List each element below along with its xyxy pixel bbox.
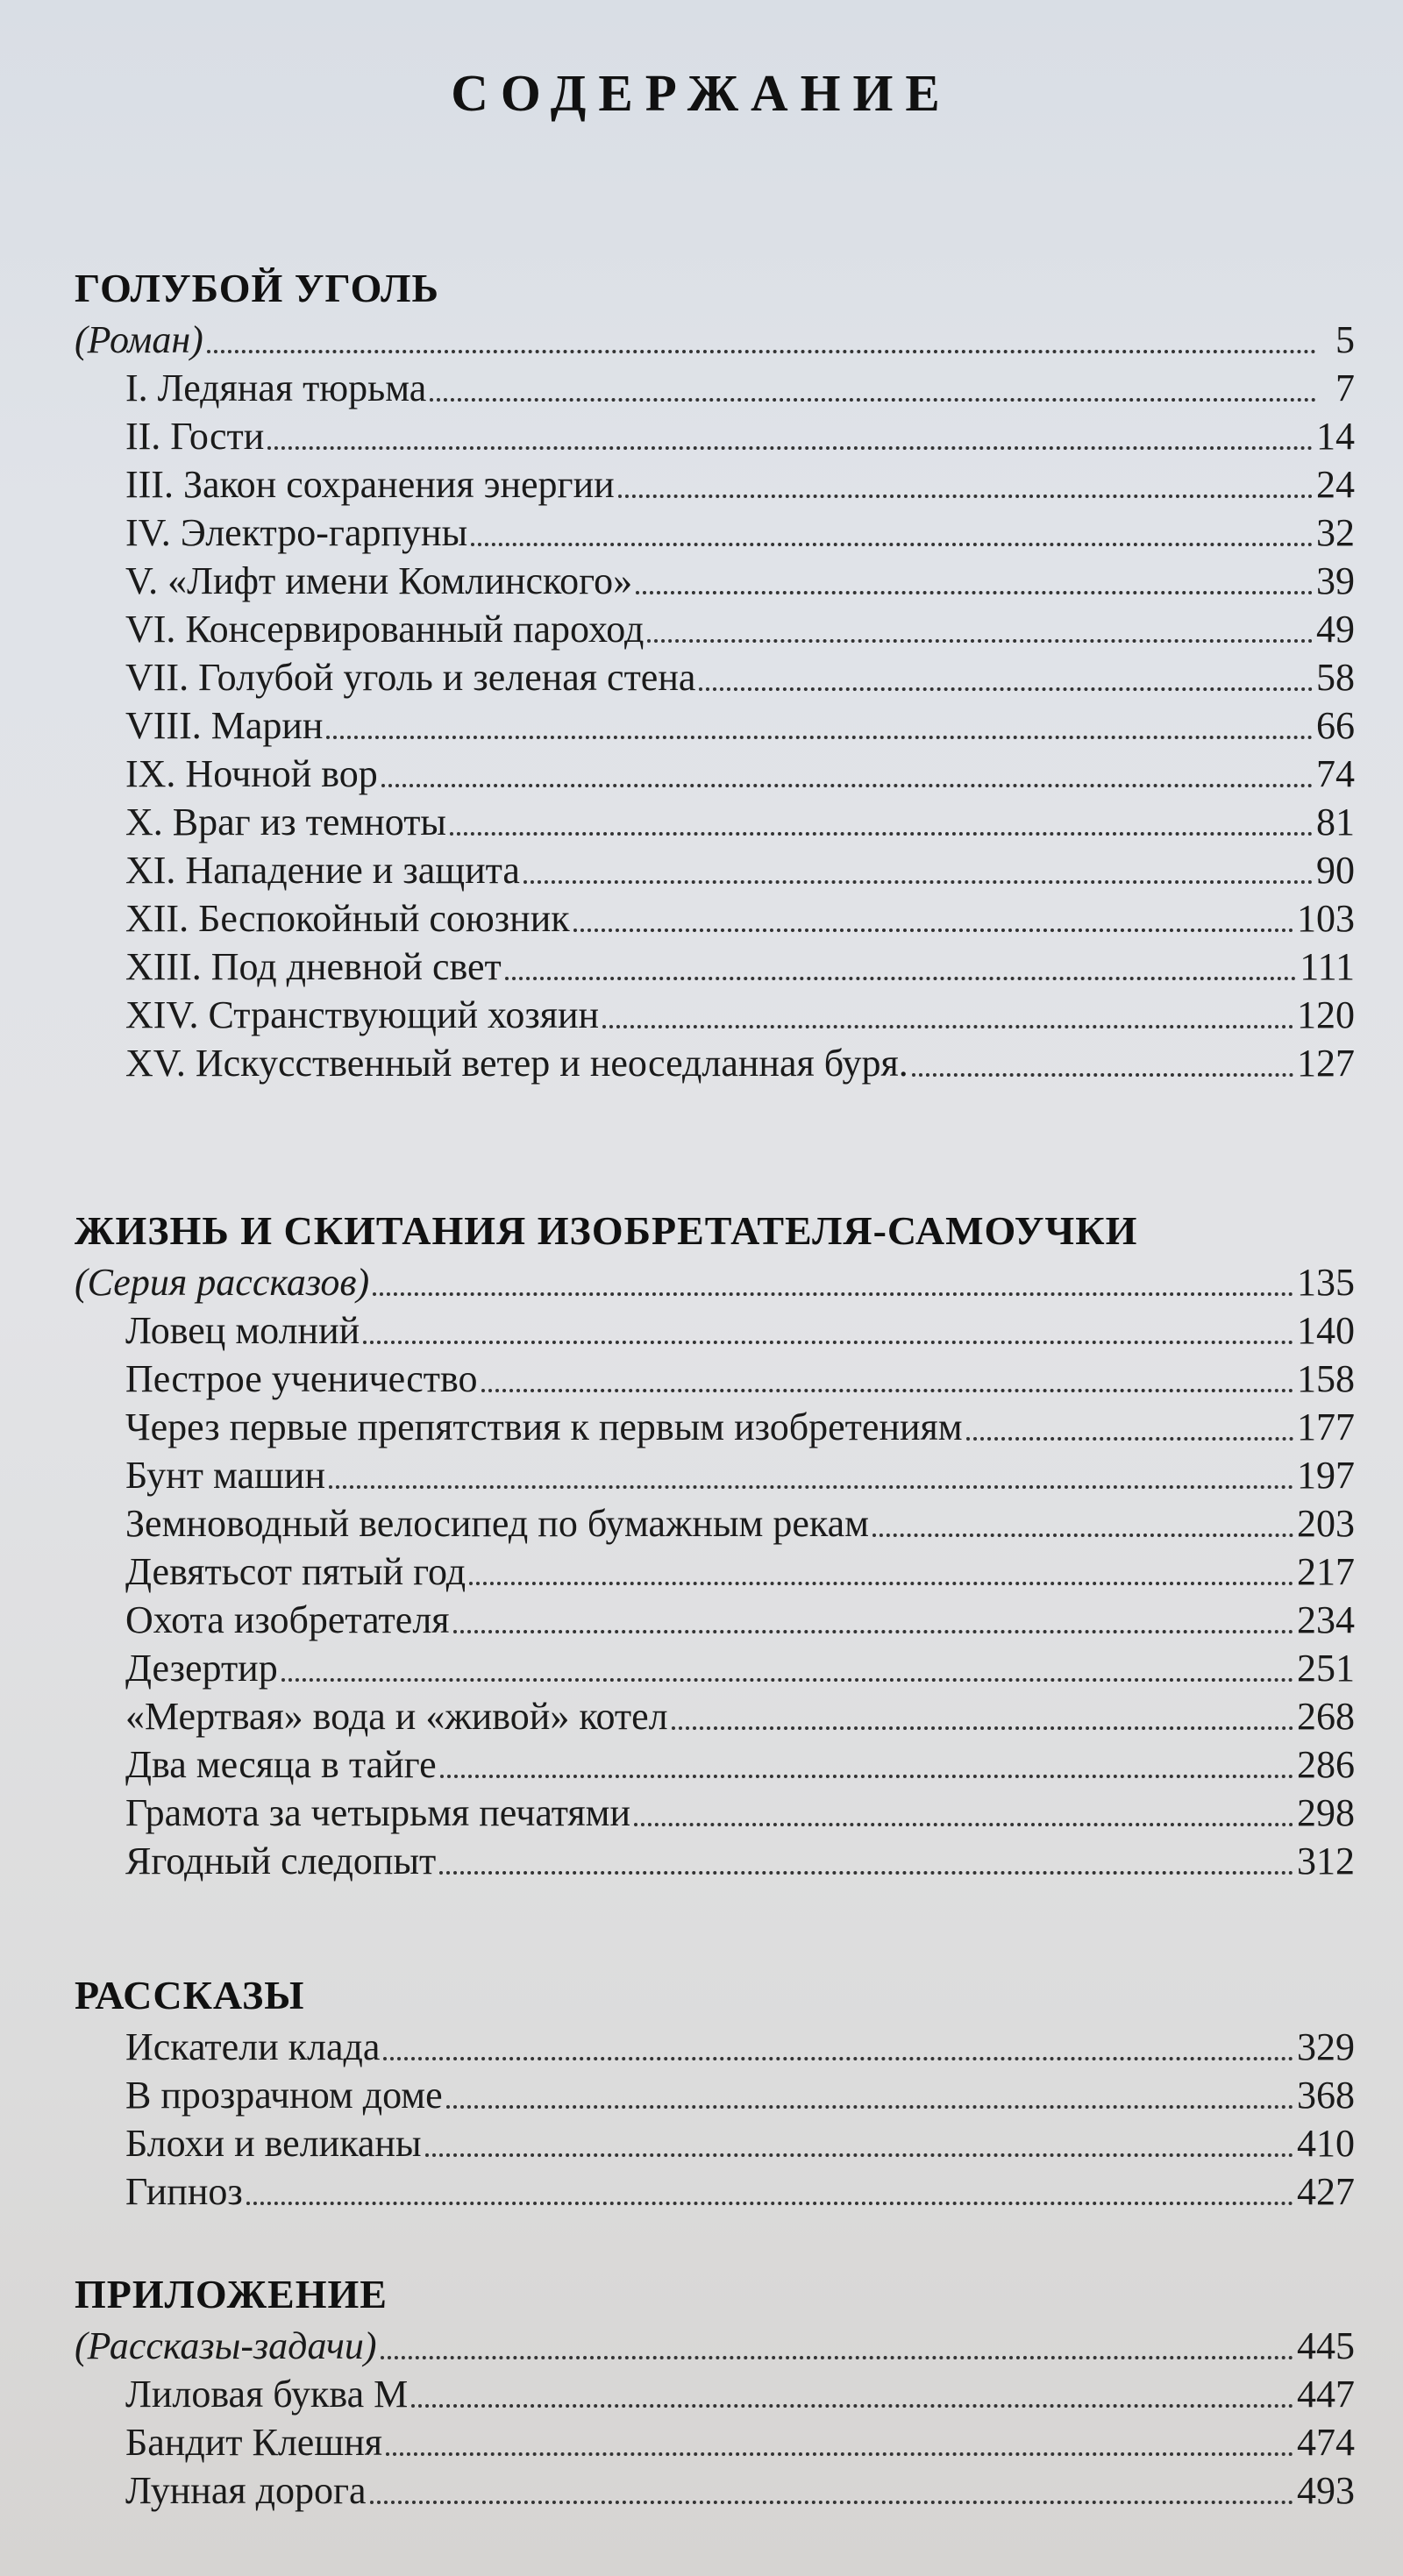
toc-entry-label: XV. Искусственный ветер и неоседланная буря.	[125, 1042, 908, 1085]
page-number: 32	[1316, 511, 1355, 554]
dot-leader	[602, 1025, 1293, 1028]
dot-leader	[440, 1775, 1293, 1778]
page-number: 66	[1316, 704, 1355, 747]
toc-entry-label: IV. Электро-гарпуны	[125, 511, 468, 554]
page-number: 5	[1335, 318, 1355, 361]
toc-entry[interactable]	[75, 1355, 1355, 1403]
page-number: 268	[1297, 1695, 1355, 1738]
dot-leader	[267, 446, 1313, 450]
toc-entry-label: Два месяца в тайге	[125, 1743, 437, 1786]
toc-entry-label: VIII. Марин	[125, 704, 324, 747]
section-appendix	[75, 2267, 1355, 2515]
dot-leader	[636, 591, 1313, 594]
section-heading: ЖИЗНЬ И СКИТАНИЯ ИЗОБРЕТАТЕЛЯ-САМОУЧКИ	[75, 1208, 1138, 1253]
toc-entry-label: Лиловая буква М	[125, 2373, 409, 2416]
page-number: 111	[1300, 945, 1355, 988]
toc-entry[interactable]	[75, 2167, 1355, 2216]
page-number: 427	[1297, 2170, 1355, 2213]
page-number: 447	[1297, 2373, 1355, 2416]
page-number: 135	[1297, 1261, 1355, 1304]
toc-subtitle-row[interactable]	[75, 316, 1355, 364]
toc-entry-label: XIV. Странствующий хозяин	[125, 993, 600, 1036]
page-number: 7	[1335, 366, 1355, 409]
toc-entry[interactable]	[75, 894, 1355, 943]
dot-leader	[430, 398, 1316, 402]
toc-subtitle-label: (Серия рассказов)	[75, 1261, 370, 1304]
toc-entry-label: Через первые препятствия к первым изобретениям	[125, 1405, 963, 1448]
toc-entry-label: Охота изобретателя	[125, 1598, 450, 1641]
toc-entry[interactable]	[75, 1789, 1355, 1837]
toc-entry[interactable]	[75, 605, 1355, 653]
dot-leader	[634, 1823, 1293, 1826]
toc-entry[interactable]	[75, 509, 1355, 557]
toc-entry[interactable]	[75, 701, 1355, 750]
page-number: 312	[1297, 1839, 1355, 1882]
toc-entry-label: II. Гости	[125, 415, 265, 458]
dot-leader	[450, 832, 1313, 836]
page-number: 140	[1297, 1309, 1355, 1352]
toc-entry[interactable]	[75, 846, 1355, 894]
page-number: 14	[1316, 415, 1355, 458]
toc-entry-label: Дезертир	[125, 1647, 278, 1690]
page-number: 197	[1297, 1454, 1355, 1497]
toc-entry[interactable]	[75, 1403, 1355, 1451]
page-number: 127	[1297, 1042, 1355, 1085]
toc-entry-label: Грамота за четырьмя печатями	[125, 1791, 631, 1834]
page-number: 74	[1316, 752, 1355, 795]
toc-entry[interactable]	[75, 750, 1355, 798]
toc-entry-label: Девятьсот пятый год	[125, 1550, 466, 1593]
dot-leader	[281, 1678, 1293, 1682]
page-number: 368	[1297, 2074, 1355, 2117]
toc-entry-label: XI. Нападение и защита	[125, 849, 520, 892]
dot-leader	[246, 2202, 1293, 2205]
toc-entry[interactable]	[75, 1596, 1355, 1644]
dot-leader	[326, 736, 1313, 739]
toc-subtitle-label: (Роман)	[75, 318, 203, 361]
toc-entry[interactable]	[75, 1692, 1355, 1740]
toc-entry-label: Блохи и великаны	[125, 2122, 422, 2165]
dot-leader	[573, 929, 1293, 932]
dot-leader	[363, 1341, 1293, 1344]
toc-entry[interactable]	[75, 2023, 1355, 2071]
toc-entry-label: XIII. Под дневной свет	[125, 945, 502, 988]
dot-leader	[672, 1726, 1293, 1730]
toc-entry[interactable]	[75, 798, 1355, 846]
page-number: 49	[1316, 608, 1355, 651]
toc-entry[interactable]	[75, 1548, 1355, 1596]
page-number: 298	[1297, 1791, 1355, 1834]
toc-entry-label: XII. Беспокойный союзник	[125, 897, 570, 940]
page-number: 90	[1316, 849, 1355, 892]
toc-entry-label: Лунная дорога	[125, 2469, 367, 2512]
dot-leader	[383, 2057, 1293, 2060]
toc-entry[interactable]	[75, 1740, 1355, 1789]
dot-leader	[207, 350, 1316, 353]
toc-entry-label: V. «Лифт имени Комлинского»	[125, 559, 633, 602]
page-number: 39	[1316, 559, 1355, 602]
page-number: 177	[1297, 1405, 1355, 1448]
page-number: 58	[1316, 656, 1355, 699]
toc-entry-label: Бунт машин	[125, 1454, 325, 1497]
dot-leader	[523, 880, 1313, 884]
toc-entry[interactable]	[75, 1306, 1355, 1355]
toc-entry-label: IX. Ночной вор	[125, 752, 378, 795]
toc-entry-label: Пестрое ученичество	[125, 1357, 478, 1400]
dot-leader	[647, 639, 1313, 643]
toc-subtitle-row[interactable]	[75, 1258, 1355, 1306]
toc-entry[interactable]	[75, 2466, 1355, 2515]
toc-entry[interactable]	[75, 460, 1355, 509]
toc-entry-label: I. Ледяная тюрьма	[125, 366, 427, 409]
page-number: 474	[1297, 2421, 1355, 2464]
page-number: 24	[1316, 463, 1355, 506]
page-number: 217	[1297, 1550, 1355, 1593]
page-number: 251	[1297, 1647, 1355, 1690]
dot-leader	[425, 2153, 1293, 2157]
toc-entry[interactable]	[75, 653, 1355, 701]
page-number: 103	[1297, 897, 1355, 940]
toc-entry[interactable]	[75, 1451, 1355, 1499]
toc-entry-label: Гипноз	[125, 2170, 243, 2213]
page-number: 329	[1297, 2025, 1355, 2068]
toc-entry-label: X. Враг из темноты	[125, 801, 446, 843]
toc-subtitle-label: (Рассказы-задачи)	[75, 2324, 377, 2367]
dot-leader	[912, 1073, 1293, 1077]
page-number: 120	[1297, 993, 1355, 1036]
dot-leader	[370, 2501, 1293, 2504]
toc-entry-label: В прозрачном доме	[125, 2074, 443, 2117]
dot-leader	[381, 2356, 1293, 2359]
toc-entry-label: Ловец молний	[125, 1309, 360, 1352]
toc-entry[interactable]	[75, 557, 1355, 605]
section-blue-coal	[75, 261, 1355, 1087]
dot-leader	[411, 2404, 1293, 2408]
dot-leader	[481, 1389, 1294, 1392]
toc-entry-label: Искатели клада	[125, 2025, 381, 2068]
dot-leader	[446, 2105, 1293, 2109]
dot-leader	[471, 543, 1313, 546]
section-heading: РАССКАЗЫ	[75, 1973, 305, 2017]
toc-entry[interactable]	[75, 1837, 1355, 1885]
dot-leader	[381, 784, 1313, 787]
toc-entry[interactable]	[75, 412, 1355, 460]
dot-leader	[453, 1630, 1293, 1633]
toc-entry[interactable]	[75, 2370, 1355, 2418]
toc-entry[interactable]	[75, 364, 1355, 412]
page-number: 445	[1297, 2324, 1355, 2367]
toc-entry-label: III. Закон сохранения энергии	[125, 463, 615, 506]
page-title: содержание	[451, 46, 952, 127]
dot-leader	[966, 1437, 1293, 1441]
toc-subtitle-row[interactable]	[75, 2322, 1355, 2370]
toc-entry[interactable]	[75, 2071, 1355, 2119]
dot-leader	[872, 1534, 1293, 1537]
toc-entry[interactable]	[75, 1039, 1355, 1087]
dot-leader	[386, 2452, 1293, 2456]
toc-entry[interactable]	[75, 991, 1355, 1039]
page-number: 203	[1297, 1502, 1355, 1545]
toc-entry[interactable]	[75, 943, 1355, 991]
toc-entry[interactable]	[75, 1644, 1355, 1692]
page-number: 493	[1297, 2469, 1355, 2512]
dot-leader	[505, 977, 1297, 980]
section-heading: ГОЛУБОЙ УГОЛЬ	[75, 266, 439, 310]
section-stories	[75, 1968, 1355, 2216]
toc-entry[interactable]	[75, 2418, 1355, 2466]
toc-entry-label: Земноводный велосипед по бумажным рекам	[125, 1502, 869, 1545]
toc-entry-label: VI. Консервированный пароход	[125, 608, 645, 651]
page-number: 286	[1297, 1743, 1355, 1786]
dot-leader	[469, 1582, 1293, 1585]
page-number: 410	[1297, 2122, 1355, 2165]
page-number: 81	[1316, 801, 1355, 843]
dot-leader	[329, 1485, 1293, 1489]
toc-entry-label: Бандит Клешня	[125, 2421, 383, 2464]
dot-leader	[699, 687, 1313, 691]
toc-entry-label: Ягодный следопыт	[125, 1839, 437, 1882]
toc-entry[interactable]	[75, 1499, 1355, 1548]
toc-entry-label: «Мертвая» вода и «живой» котел	[125, 1695, 668, 1738]
dot-leader	[439, 1871, 1293, 1875]
page-number: 158	[1297, 1357, 1355, 1400]
section-heading: ПРИЛОЖЕНИЕ	[75, 2272, 388, 2316]
toc-entry[interactable]	[75, 2119, 1355, 2167]
dot-leader	[618, 495, 1313, 498]
toc-entry-label: VII. Голубой уголь и зеленая стена	[125, 656, 696, 699]
dot-leader	[373, 1292, 1293, 1296]
section-inventor-life	[75, 1204, 1355, 1885]
page-number: 234	[1297, 1598, 1355, 1641]
